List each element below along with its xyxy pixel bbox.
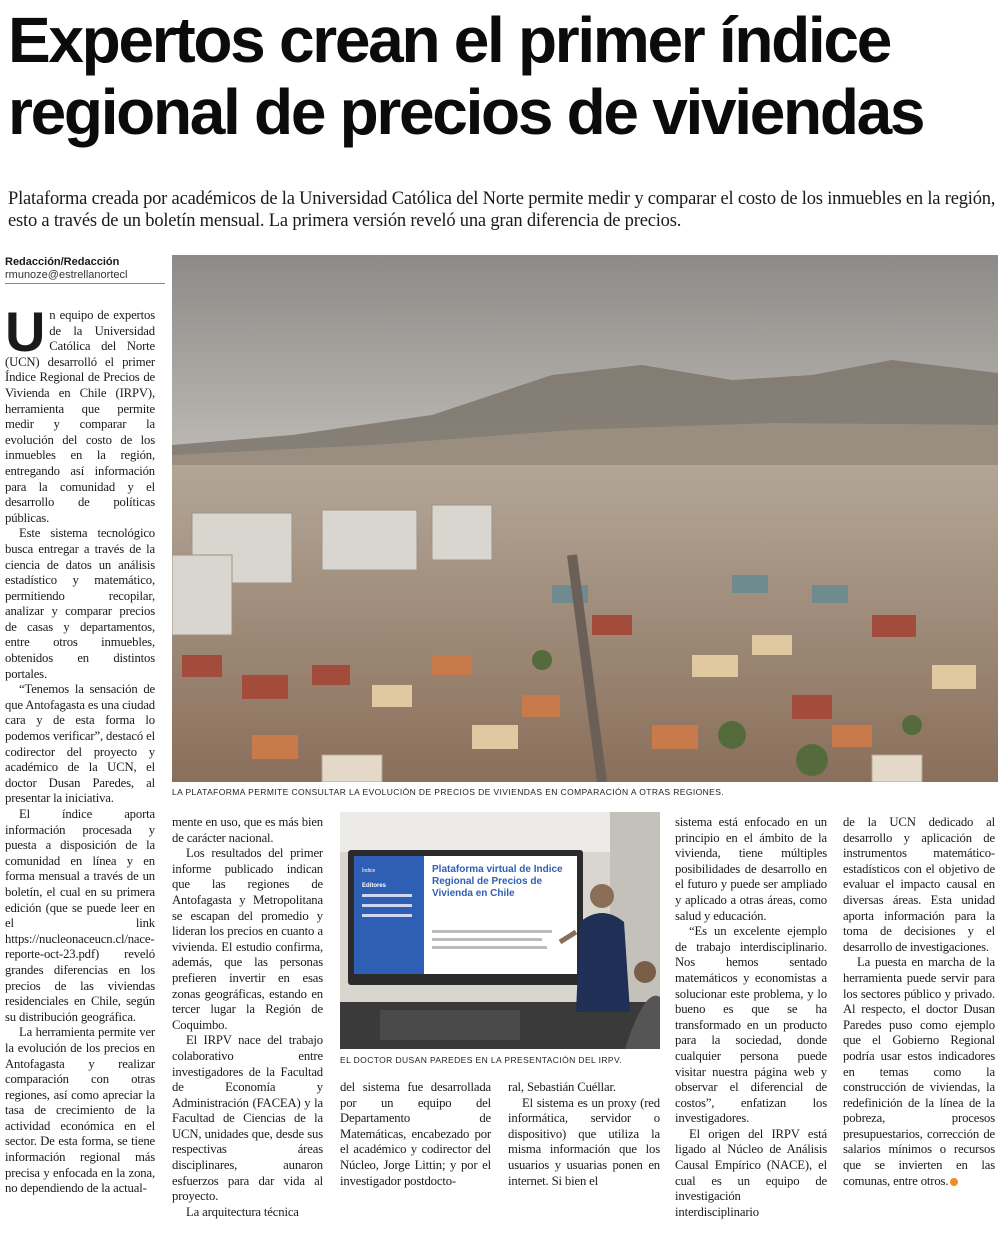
deck: Plataforma creada por académicos de la Universidad Católica del Norte permite medir y comparar el costo de los inmuebles en la región, esto a través de un boletín mensual. La primera versión reveló una gran diferencia de precios. [8, 189, 996, 231]
paragraph [843, 955, 995, 1189]
article-column-6 [843, 815, 995, 1189]
paragraph: n equipo de expertos de la Universidad Católica del Norte (UCN) desarrolló el primer Índice Regional de Precios de Vivienda en Chile (IRPV), herramienta que permite medir y comparar la evolución del costo de los inmuebles en la región, entregando así información para la comunidad y el desarrollo de políticas públicas. [5, 308, 155, 525]
article-column-2 [172, 815, 323, 1220]
paragraph: del sistema fue desarrollada por un equipo del Departamento de Matemáticas, encabezado por el académico y codirector del Núcleo, Jorge Littin; y por el investigador postdocto- [340, 1080, 491, 1188]
paragraph: La arquitectura técnica [186, 1204, 299, 1219]
paragraph: “Es un excelente ejemplo de trabajo interdisciplinario. Nos hemos sentado matemáticos y economistas a solucionar este problema, y lo bueno es que se ha transformado en un producto para la sociedad, donde cualquier persona puede visitar nuestra página web y observar el diferencial de costos”, enfatizan los investigadores. [675, 924, 827, 1126]
article-column-3 [340, 1080, 491, 1189]
slide-editors-label: Editores [362, 883, 387, 889]
paragraph: sistema está enfocado en un principio en el ámbito de la vivienda, tiene múltiples posibilidades de desarrollo en el futuro y puede ser ampliado y aplicado a otras áreas, como salud y educación. [675, 815, 827, 923]
byline [5, 256, 165, 282]
city-aerial-illustration [172, 255, 998, 782]
photo2-caption: EL DOCTOR DUSAN PAREDES EN LA PRESENTACIÓN DEL IRPV. [340, 1055, 623, 1065]
presentation-photo [340, 812, 660, 1049]
photo1-caption: LA PLATAFORMA PERMITE CONSULTAR LA EVOLUCIÓN DE PRECIOS DE VIVIENDAS EN COMPARACIÓN A OTRAS REGIONES. [172, 787, 725, 797]
paragraph: Los resultados del primer informe publicado indican que las regiones de Antofagasta y Metropolitana se escapan del promedio y lideran los precios en cuanto a vivienda. El estudio confirma, además, que las personas prefieren invertir en esas zonas geográficas, estando en tercer lugar la Región de Coquimbo. [172, 846, 323, 1032]
article-column-5 [675, 815, 827, 1220]
slide-title: Plataforma virtual de Índice Regional de Precios de Vivienda en Chile [432, 864, 563, 899]
byline-author: Redacción/Redacción [5, 256, 120, 268]
headline: Expertos crean el primer índice regional de precios de viviendas [8, 4, 924, 148]
paragraph: El sistema es un proxy (red informática, servidor o dispositivo) que utiliza la misma información que los usuarios y usuarias ponen en internet. Si bien el [508, 1095, 660, 1188]
paragraph: El índice aporta información procesada y puesta a disposición de la comunidad en línea y en forma mensual a través de un boletín, el cual en su primera edición (que se puede leer en el link https://nucleonaceucn.cl/nace-reporte-oct-23.pdf) reveló grandes diferencias en los precios de las viviendas residenciales en Chile, según su distribución geográfica. [5, 807, 155, 1024]
byline-contact: rmunoze@estrellanortecl [5, 269, 128, 281]
paragraph: mente en uso, que es más bien de carácter nacional. [172, 815, 323, 845]
paragraph: La herramienta permite ver la evolución de los precios en Antofagasta y realizar comparación con otras regiones, así como apreciar la tasa de crecimiento de la actividad económica en el sector. De esta forma, se tiene información regional más precisa y enfocada en la zona, no dependiendo de la actual- [5, 1025, 155, 1196]
end-mark-icon [950, 1178, 958, 1186]
paragraph: El origen del IRPV está ligado al Núcleo de Análisis Causal Empírico (NACE), el cual es un equipo de investigación interdisciplinario [675, 1126, 827, 1219]
paragraph: El IRPV nace del trabajo colaborativo entre investigadores de la Facultad de Economía y Administración (FACEA) y la Facultad de Ciencias de la UCN, unidades que, desde sus respectivas áreas disciplinares, aunaron esfuerzos para dar vida al proyecto. [172, 1033, 323, 1204]
paragraph: “Tenemos la sensación de que Antofagasta es una ciudad cara y de esta forma lo podemos verificar”, destacó el codirector del proyecto y académico de la UCN, el doctor Dusan Paredes, al presentar la iniciativa. [5, 682, 155, 806]
paragraph: de la UCN dedicado al desarrollo y aplicación de instrumentos matemático-estadísticos con el objetivo de evaluar el impacto causal en diversas áreas. Esta unidad aporta información para la toma de decisiones y el desarrollo de investigaciones. [843, 815, 995, 954]
article-column-1 [5, 300, 155, 1197]
svg-text:Índice: Índice [362, 868, 376, 874]
city-aerial-photo [172, 255, 998, 782]
article-column-4 [508, 1080, 660, 1189]
byline-divider [5, 283, 165, 284]
dropcap: U [5, 300, 46, 363]
presentation-illustration [340, 812, 660, 1049]
paragraph-text: La puesta en marcha de la herramienta puede servir para los sectores público y privado. Al respecto, el doctor Dusan Paredes puso como ejemplo que el Gobierno Regional podría usar estos indicadores en temas como la construcción de viviendas, la redefinición de la línea de la pobreza, procesos presupuestarios, corrección de salarios mínimos o recursos que se invierten en las comunas, entre otros. [843, 955, 995, 1188]
paragraph: ral, Sebastián Cuéllar. [508, 1080, 616, 1094]
paragraph: Este sistema tecnológico busca entregar a través de la ciencia de datos un análisis estadístico y matemático, permitiendo recopilar, analizar y comparar precios de casas y departamentos, entre otros inmuebles, obtenidos en distintos portales. [5, 526, 155, 681]
